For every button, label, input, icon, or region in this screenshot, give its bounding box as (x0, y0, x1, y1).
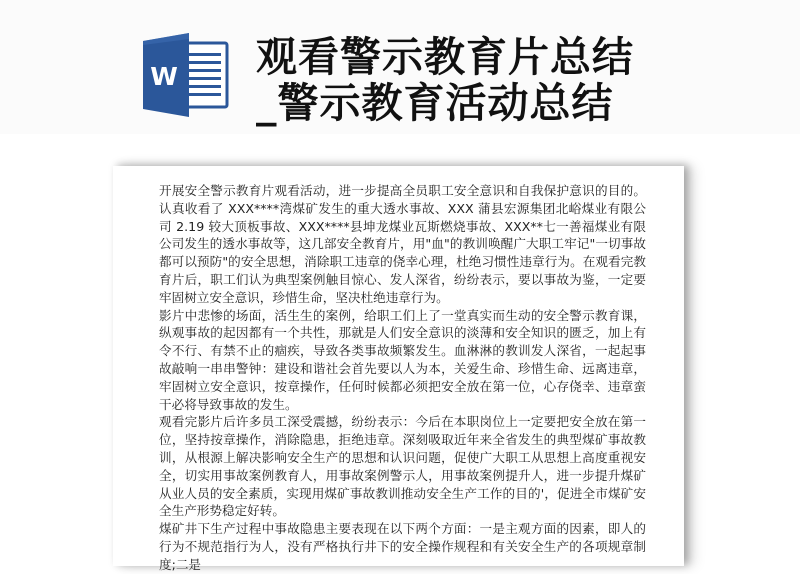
paragraph-1: 开展安全警示教育片观看活动，进一步提高全员职工安全意识和自我保护意识的目的。认真收看了 XXX****湾煤矿发生的重大透水事故、XXX 蒲县宏源集团北峪煤业有限公司 2.19 较大顶板事故、XXX****县坤龙煤业瓦斯燃烧事故、XXX**七一善福煤业有限公司发生的透水事故等，这几部安全教育片，用"血"的教训唤醒广大职工牢记"一切事故都可以预防"的安全思想，消除职工违章的侥幸心理，杜绝习惯性违章行为。在观看完教育片后，职工们认为典型案例触目惊心、发人深省，纷纷表示，要以事故为鉴，一定要牢固树立安全意识，珍惜生命，坚决杜绝违章行为。 (159, 183, 646, 305)
document-body (159, 182, 646, 574)
word-document-icon (143, 33, 229, 117)
header-banner (0, 0, 800, 134)
paragraph-3: 观看完影片后许多员工深受震撼，纷纷表示：今后在本职岗位上一定要把安全放在第一位，坚持按章操作，消除隐患，拒绝违章。深刻吸取近年来全省发生的典型煤矿事故教训，从根源上解决影响安全生产的思想和认识问题，促使广大职工从思想上高度重视安全，切实用事故案例教育人，用事故案例警示人，用事故案例提升人，进一步提升煤矿从业人员的安全素质，实现用煤矿事故教训推动安全生产工作的目的'，促进全市煤矿安全生产形势稳定好转。 (159, 414, 646, 519)
title-line-2: _警示教育活动总结 (256, 79, 614, 127)
paragraph-4: 煤矿井下生产过程中事故隐患主要表现在以下两个方面：一是主观方面的因素，即人的行为不规范指行为人，没有严格执行井下的安全操作规程和有关安全生产的各项规章制度;二是 (159, 521, 646, 572)
title-line-1: 观看警示教育片总结 (256, 33, 634, 81)
paragraph-2: 影片中悲惨的场面，活生生的案例，给职工们上了一堂真实而生动的安全警示教育课，纵观事故的起因都有一个共性，那就是人们安全意识的淡薄和安全知识的匮乏，加上有令不行、有禁不止的痼疾，导致各类事故频繁发生。血淋淋的教训发人深省，一起起事故敲响一串串警钟：建设和谐社会首先要以人为本，关爱生命、珍惜生命、远离违章，牢固树立安全意识，按章操作，任何时候都必须把安全放在第一位，心存侥幸、违章蛮干必将导致事故的发生。 (159, 307, 646, 412)
word-icon-letter: W (150, 62, 178, 91)
document-page (113, 166, 684, 572)
document-title (256, 34, 634, 126)
